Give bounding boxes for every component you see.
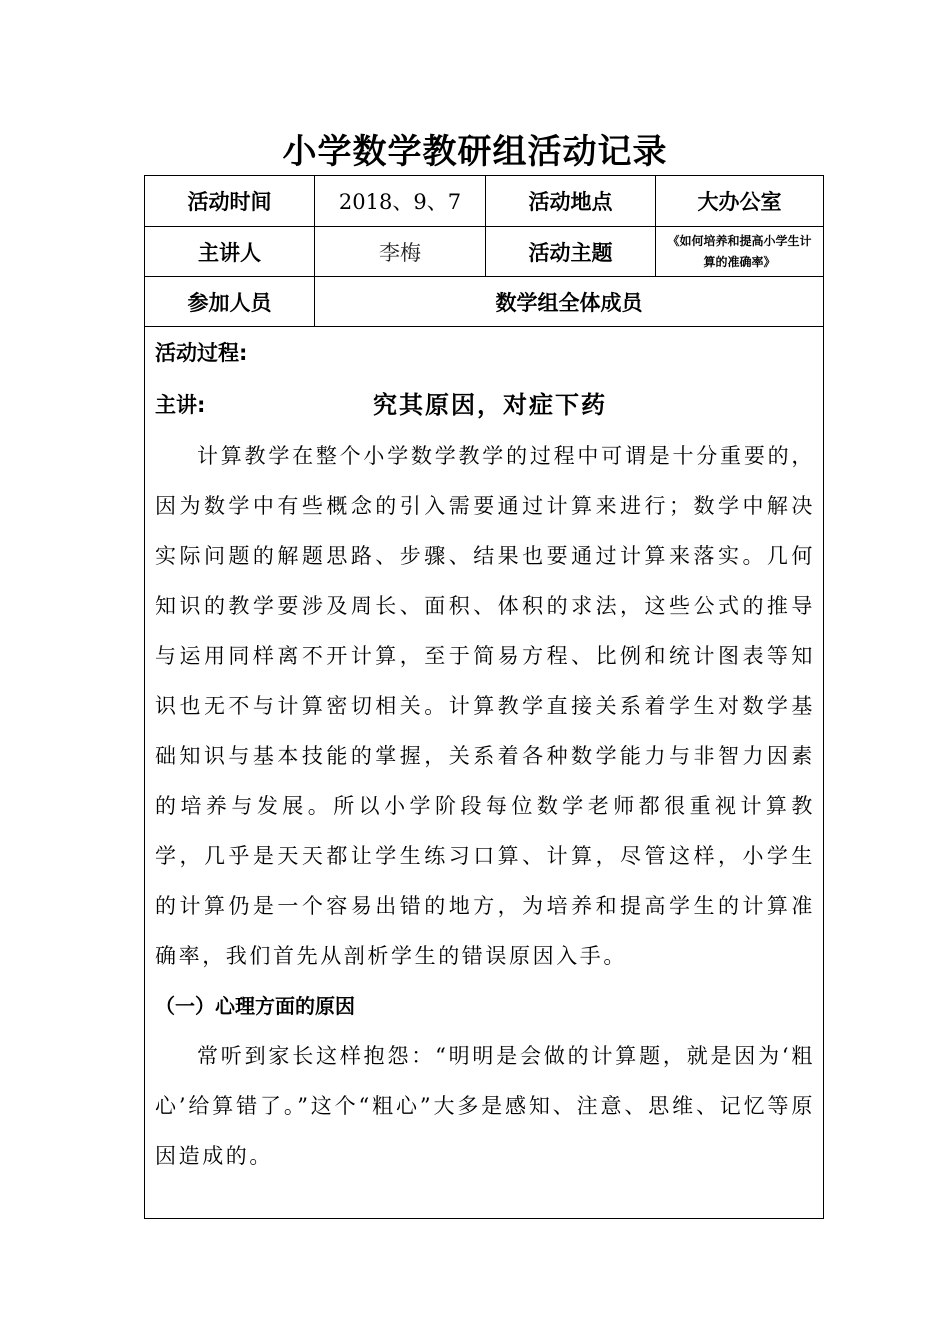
paragraph: 常听到家长这样抱怨：“明明是会做的计算题，就是因为‘粗心’给算错了。”这个“粗心”大多是感知、注意、思维、记忆等原因造成的。 bbox=[155, 1044, 815, 1168]
lecture-title: 究其原因，对症下药 bbox=[373, 391, 607, 419]
paragraph: 计算教学在整个小学数学教学的过程中可谓是十分重要的，因为数学中有些概念的引入需要通过计算来进行；数学中解决实际问题的解题思路、步骤、结果也要通过计算来落实。几何知识的教学要涉及周长、面积、体积的求法，这些公式的推导与运用同样离不开计算，至于简易方程、比例和统计图表等知识也无不与计算密切相关。计算教学直接关系着学生对数学基础知识与基本技能的掌握，关系着各种数学能力与非智力因素的培养与发展。所以小学阶段每位数学老师都很重视计算教学，几乎是天天都让学生练习口算、计算，尽管这样，小学生的计算仍是一个容易出错的地方，为培养和提高学生的计算准确率，我们首先从剖析学生的错误原因入手。 bbox=[155, 444, 815, 968]
lecture-line bbox=[155, 379, 815, 431]
time-label: 活动时间 bbox=[187, 190, 272, 214]
row-participants bbox=[145, 277, 823, 327]
lecture-label: 主讲: bbox=[155, 393, 206, 417]
speaker-value: 李梅 bbox=[314, 227, 485, 276]
participants-label: 参加人员 bbox=[187, 290, 272, 315]
theme-value: 《如何培养和提高小学生计算的准确率》 bbox=[655, 227, 823, 276]
place-value: 大办公室 bbox=[655, 176, 823, 226]
participants-value: 数学组全体成员 bbox=[314, 277, 823, 326]
theme-label: 活动主题 bbox=[485, 227, 655, 276]
row-speaker-theme bbox=[145, 227, 823, 277]
page-title: 小学数学教研组活动记录 bbox=[282, 132, 668, 172]
process-label: 活动过程: bbox=[155, 341, 248, 365]
place-label: 活动地点 bbox=[485, 176, 655, 226]
time-value: 2018、9、7 bbox=[314, 176, 485, 226]
activity-content bbox=[155, 327, 815, 1181]
row-time-place bbox=[145, 176, 823, 227]
speaker-label: 主讲人 bbox=[198, 240, 261, 265]
record-table bbox=[144, 175, 824, 1219]
section-heading: （一）心理方面的原因 bbox=[155, 994, 355, 1018]
